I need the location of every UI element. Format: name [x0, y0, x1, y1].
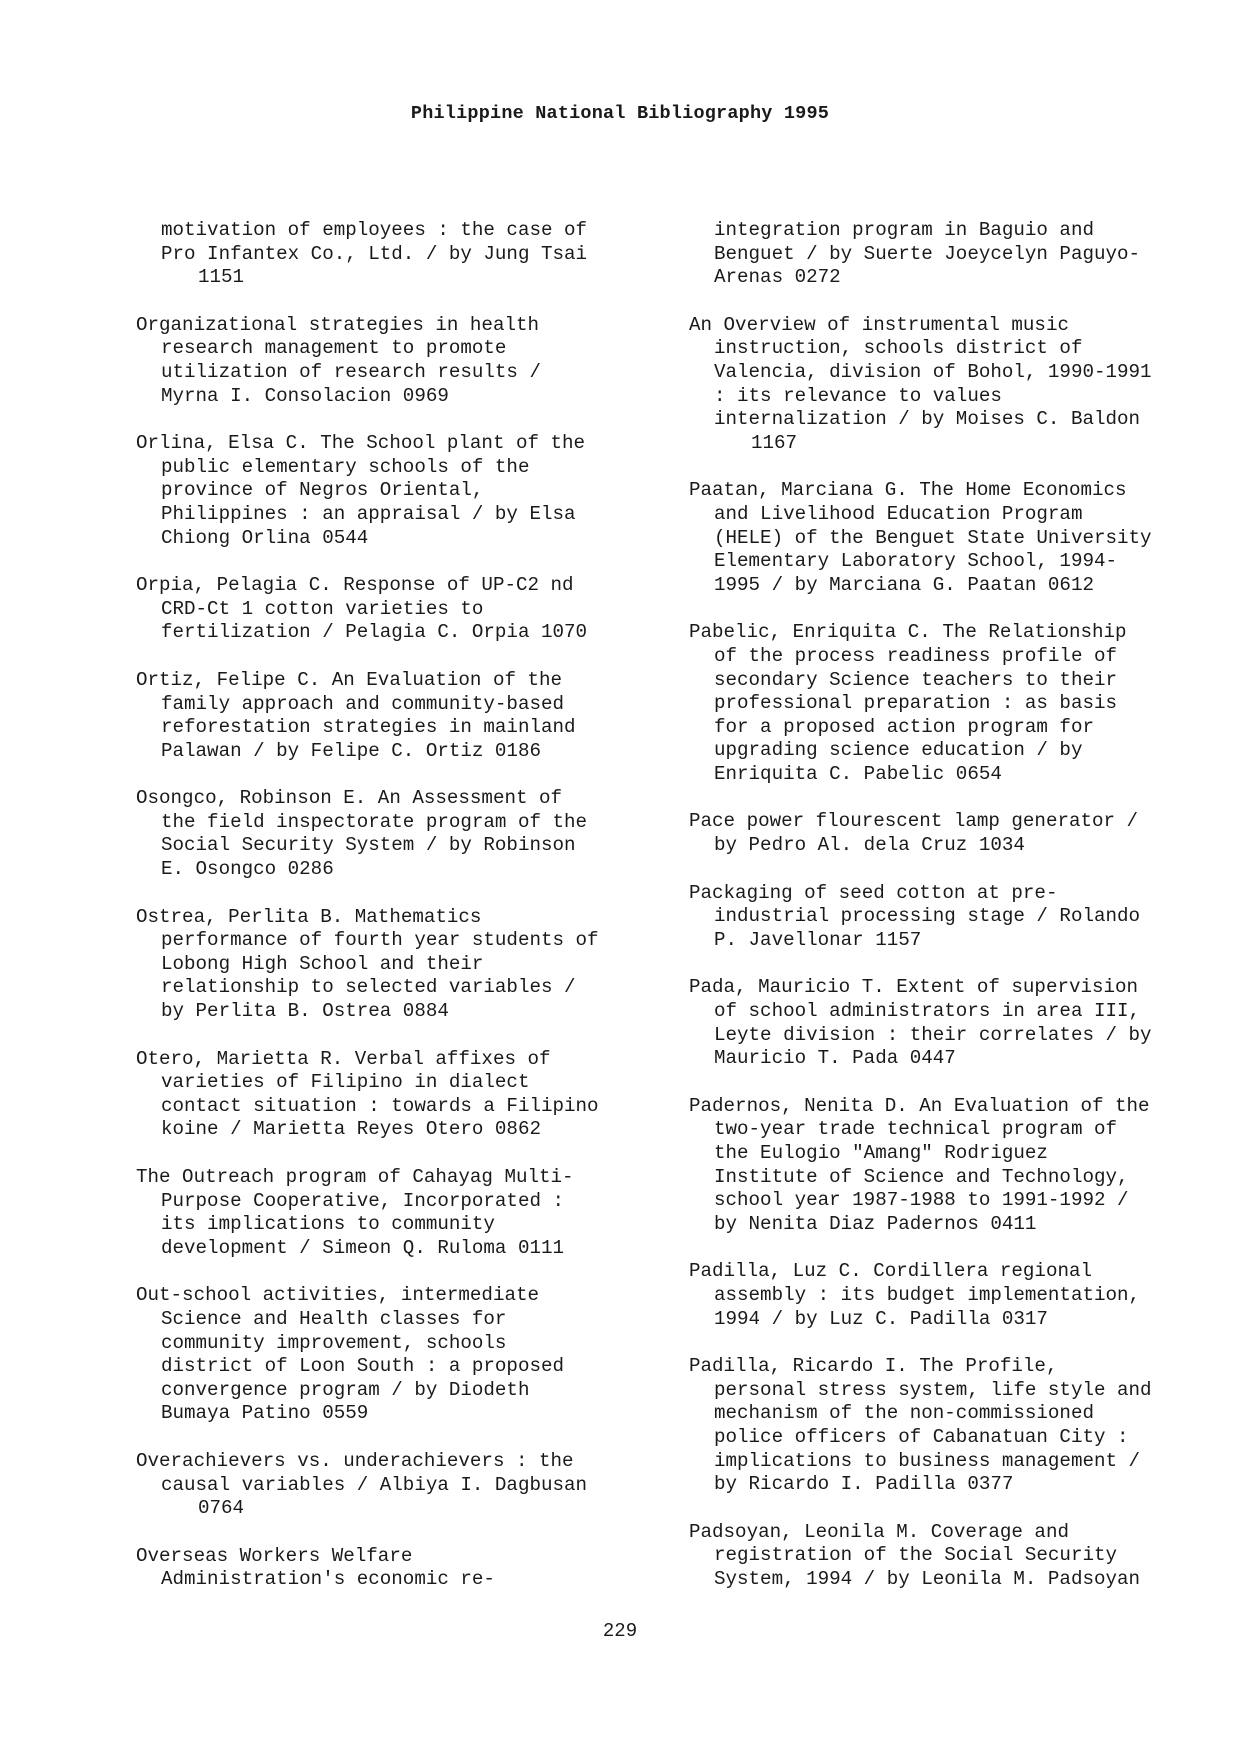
bibliography-entry — [689, 1095, 1229, 1237]
entry-continuation-line: Bumaya Patino 0559 — [161, 1402, 369, 1425]
bibliography-entry — [136, 314, 676, 408]
entry-continuation-line: P. Javellonar 1157 — [714, 928, 922, 951]
entry-continuation-line: Pro Infantex Co., Ltd. / by Jung Tsai — [161, 242, 588, 265]
right-column — [689, 219, 1229, 1616]
entry-continuation-line: school year 1987-1988 to 1991-1992 / — [714, 1189, 1129, 1212]
entry-heading-line: The Outreach program of Cahayag Multi- — [136, 1166, 574, 1188]
entry-continuation-line: 1994 / by Luz C. Padilla 0317 — [714, 1307, 1048, 1330]
entry-continuation-line: two-year trade technical program of — [714, 1118, 1118, 1141]
page-title: Philippine National Bibliography 1995 — [410, 103, 830, 124]
entry-continuation-line: instruction, schools district of — [714, 337, 1083, 360]
entry-heading-line: Packaging of seed cotton at pre- — [689, 881, 1058, 904]
bibliography-entry — [136, 1284, 676, 1426]
entry-continuation-line: Palawan / by Felipe C. Ortiz 0186 — [161, 739, 541, 762]
entry-heading-line: Ostrea, Perlita B. Mathematics — [136, 905, 482, 928]
entry-continuation-line: community improvement, schools — [161, 1331, 507, 1354]
bibliography-entry — [689, 314, 1229, 456]
entry-continuation-line: professional preparation : as basis — [714, 692, 1118, 715]
entry-continuation-line: Valencia, division of Bohol, 1990-1991 — [714, 360, 1152, 383]
bibliography-entry — [136, 1450, 676, 1521]
entry-continuation-line: by Pedro Al. dela Cruz 1034 — [714, 834, 1025, 857]
bibliography-entry — [136, 574, 676, 645]
entry-continuation-line: Chiong Orlina 0544 — [161, 526, 369, 549]
entry-continuation-line: : its relevance to values — [714, 384, 1002, 407]
entry-heading-line: Padilla, Ricardo I. The Profile, — [689, 1355, 1058, 1378]
entry-continuation-line: Philippines : an appraisal / by Elsa — [161, 502, 576, 525]
bibliography-entry — [689, 882, 1229, 953]
entry-continuation-line: relationship to selected variables / — [161, 976, 576, 999]
entry-continuation-line: public elementary schools of the — [161, 455, 530, 478]
entry-heading-line: Orpia, Pelagia C. Response of UP-C2 nd — [136, 574, 574, 597]
bibliography-entry — [689, 621, 1229, 786]
entry-continuation-line: Leyte division : their correlates / by — [714, 1023, 1152, 1046]
entry-continuation-line: E. Osongco 0286 — [161, 858, 334, 881]
entry-heading-line: Organizational strategies in health — [136, 313, 540, 336]
entry-heading-line: Paatan, Marciana G. The Home Economics — [689, 479, 1127, 502]
entry-continuation-line: Administration's economic re- — [161, 1568, 495, 1591]
entry-continuation-line: varieties of Filipino in dialect — [161, 1071, 530, 1094]
entry-continuation-line: of school administrators in area III, — [714, 1000, 1141, 1023]
entry-heading-line: Out-school activities, intermediate — [136, 1284, 540, 1307]
bibliography-entry — [689, 1260, 1229, 1331]
entry-heading-line: Otero, Marietta R. Verbal affixes of — [136, 1047, 551, 1070]
entry-continuation-line: convergence program / by Diodeth — [161, 1378, 530, 1401]
entry-continuation-line: motivation of employees : the case of — [161, 219, 588, 241]
entry-accession-number: 1151 — [198, 266, 245, 289]
entry-continuation-line: Science and Health classes for — [161, 1307, 507, 1330]
entry-continuation-line: Arenas 0272 — [714, 266, 841, 289]
entry-continuation-line: by Nenita Diaz Padernos 0411 — [714, 1212, 1037, 1235]
entry-continuation-line: police officers of Cabanatuan City : — [714, 1425, 1129, 1448]
bibliography-entry — [136, 787, 676, 881]
bibliography-entry — [136, 219, 676, 290]
entry-continuation-line: for a proposed action program for — [714, 715, 1094, 738]
bibliography-entry — [136, 1048, 676, 1142]
bibliography-entry — [136, 906, 676, 1024]
entry-heading-line: An Overview of instrumental music — [689, 313, 1069, 336]
entry-continuation-line: System, 1994 / by Leonila M. Padsoyan — [714, 1567, 1141, 1590]
bibliography-entry — [136, 1166, 676, 1260]
bibliography-entry — [689, 1355, 1229, 1497]
entry-continuation-line: research management to promote — [161, 337, 507, 360]
entry-continuation-line: contact situation : towards a Filipino — [161, 1094, 599, 1117]
entry-heading-line: Padsoyan, Leonila M. Coverage and — [689, 1520, 1069, 1543]
entry-continuation-line: development / Simeon Q. Ruloma 0111 — [161, 1236, 565, 1259]
entry-heading-line: Orlina, Elsa C. The School plant of the — [136, 432, 586, 455]
entry-continuation-line: Benguet / by Suerte Joeycelyn Paguyo- — [714, 242, 1141, 265]
entry-continuation-line: industrial processing stage / Rolando — [714, 905, 1141, 928]
bibliography-entry — [136, 669, 676, 763]
entry-continuation-line: secondary Science teachers to their — [714, 668, 1118, 691]
entry-continuation-line: implications to business management / — [714, 1449, 1141, 1472]
entry-continuation-line: and Livelihood Education Program — [714, 502, 1083, 525]
entry-heading-line: Overachievers vs. underachievers : the — [136, 1449, 574, 1472]
entry-continuation-line: performance of fourth year students of — [161, 929, 599, 952]
entry-heading-line: Osongco, Robinson E. An Assessment of — [136, 787, 563, 810]
entry-heading-line: Overseas Workers Welfare — [136, 1544, 413, 1567]
entry-heading-line: Padernos, Nenita D. An Evaluation of the — [689, 1094, 1150, 1117]
entry-continuation-line: koine / Marietta Reyes Otero 0862 — [161, 1118, 541, 1141]
bibliography-entry — [689, 1521, 1229, 1592]
entry-continuation-line: fertilization / Pelagia C. Orpia 1070 — [161, 621, 588, 644]
entry-continuation-line: utilization of research results / — [161, 360, 541, 383]
entry-continuation-line: mechanism of the non-commissioned — [714, 1402, 1094, 1425]
entry-continuation-line: causal variables / Albiya I. Dagbusan — [161, 1473, 588, 1496]
entry-continuation-line: Myrna I. Consolacion 0969 — [161, 384, 449, 407]
entry-continuation-line: province of Negros Oriental, — [161, 479, 484, 502]
bibliography-entry — [136, 432, 676, 550]
entry-continuation-line: assembly : its budget implementation, — [714, 1283, 1141, 1306]
entry-continuation-line: by Perlita B. Ostrea 0884 — [161, 1000, 449, 1023]
bibliography-entry — [689, 219, 1229, 290]
entry-continuation-line: of the process readiness profile of — [714, 644, 1118, 667]
entry-heading-line: Padilla, Luz C. Cordillera regional — [689, 1260, 1093, 1283]
entry-continuation-line: by Ricardo I. Padilla 0377 — [714, 1473, 1014, 1496]
entry-continuation-line: district of Loon South : a proposed — [161, 1355, 565, 1378]
entry-continuation-line: its implications to community — [161, 1213, 495, 1236]
bibliography-entry — [136, 1545, 676, 1592]
entry-continuation-line: Lobong High School and their — [161, 952, 484, 975]
entry-continuation-line: Purpose Cooperative, Incorporated : — [161, 1189, 565, 1212]
entry-continuation-line: Social Security System / by Robinson — [161, 834, 576, 857]
page-number: 229 — [602, 1620, 638, 1642]
entry-continuation-line: CRD-Ct 1 cotton varieties to — [161, 597, 484, 620]
entry-heading-line: Ortiz, Felipe C. An Evaluation of the — [136, 668, 563, 691]
bibliography-entry — [689, 479, 1229, 597]
entry-continuation-line: Elementary Laboratory School, 1994- — [714, 550, 1118, 573]
entry-continuation-line: Mauricio T. Pada 0447 — [714, 1047, 956, 1070]
entry-continuation-line: (HELE) of the Benguet State University — [714, 526, 1152, 549]
entry-continuation-line: Enriquita C. Pabelic 0654 — [714, 762, 1002, 785]
entry-heading-line: Pabelic, Enriquita C. The Relationship — [689, 621, 1127, 644]
entry-continuation-line: upgrading science education / by — [714, 739, 1083, 762]
entry-continuation-line: internalization / by Moises C. Baldon — [714, 408, 1141, 431]
entry-accession-number: 0764 — [198, 1497, 245, 1520]
entry-continuation-line: family approach and community-based — [161, 692, 565, 715]
entry-heading-line: Pace power flourescent lamp generator / — [689, 810, 1139, 833]
entry-accession-number: 1167 — [751, 431, 798, 454]
entry-continuation-line: the field inspectorate program of the — [161, 810, 588, 833]
bibliography-entry — [689, 810, 1229, 857]
entry-continuation-line: reforestation strategies in mainland — [161, 716, 576, 739]
entry-continuation-line: 1995 / by Marciana G. Paatan 0612 — [714, 573, 1094, 596]
entry-continuation-line: registration of the Social Security — [714, 1544, 1118, 1567]
entry-continuation-line: Institute of Science and Technology, — [714, 1165, 1129, 1188]
entry-continuation-line: personal stress system, life style and — [714, 1378, 1152, 1401]
entry-continuation-line: integration program in Baguio and — [714, 219, 1094, 241]
bibliography-entry — [689, 976, 1229, 1070]
entry-continuation-line: the Eulogio "Amang" Rodriguez — [714, 1142, 1048, 1164]
left-column — [136, 219, 676, 1616]
entry-heading-line: Pada, Mauricio T. Extent of supervision — [689, 976, 1139, 999]
